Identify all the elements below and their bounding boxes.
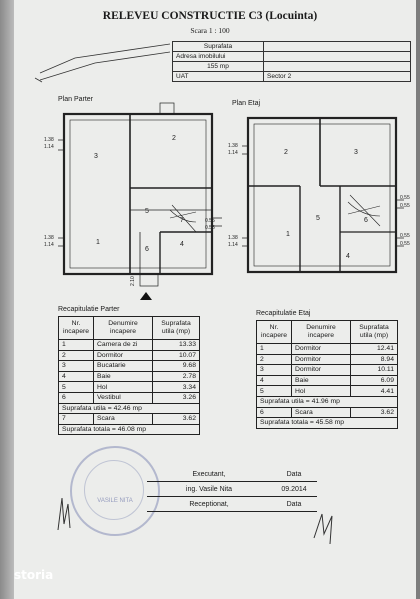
parter-room-number: 1	[96, 239, 100, 246]
parter-room-number: 2	[172, 135, 176, 142]
parter-room-number: 6	[145, 246, 149, 253]
parter-room-number: 3	[94, 153, 98, 160]
etaj-room-number: 6	[364, 217, 368, 224]
table-row: 3 Dormitor 10.11	[257, 365, 398, 376]
useful-area-label: Suprafata utila = 42.46 mp	[59, 403, 200, 414]
total-area-label: Suprafata totala = 46.08 mp	[59, 424, 200, 435]
header-suprafata: Suprafata utila (mp)	[351, 321, 398, 344]
table-row: 1 Camera de zi 13.33	[59, 340, 200, 351]
etaj-room-number: 2	[284, 149, 288, 156]
engineer-name: ing. Vasile Nita	[147, 482, 271, 497]
dim-label: 0.55	[400, 241, 410, 247]
uat-label: UAT	[173, 72, 264, 82]
plan-etaj	[242, 118, 404, 272]
recap-etaj-table	[256, 320, 398, 429]
total-area-label: Suprafata totala = 45.58 mp	[257, 418, 398, 429]
parter-room-number: 7	[180, 217, 184, 224]
dim-label: 0.55	[400, 233, 410, 239]
dim-label: 0.55	[400, 203, 410, 209]
plan-etaj-room-numbers	[284, 149, 368, 260]
etaj-room-number: 4	[346, 253, 350, 260]
header-denumire: Denumire incapere	[94, 317, 153, 340]
recap-etaj	[256, 310, 398, 429]
plan-parter	[58, 103, 222, 300]
header-nr: Nr. incapere	[257, 321, 292, 344]
date-label: Data	[271, 497, 317, 512]
useful-area-row	[59, 403, 200, 414]
table-row: 6 Scara 3.62	[257, 407, 398, 418]
dim-label: 1.14	[228, 150, 238, 156]
address-label: Adresa imobilului	[173, 52, 264, 62]
table-row: 6 Vestibul 3.26	[59, 392, 200, 403]
etaj-room-number: 1	[286, 231, 290, 238]
recap-parter	[58, 306, 200, 435]
receptionat-signature-mark	[310, 508, 340, 548]
etaj-room-number: 5	[316, 215, 320, 222]
useful-area-row	[257, 396, 398, 407]
table-row: 4 Baie 2.78	[59, 371, 200, 382]
plan-etaj-label: Plan Etaj	[232, 100, 261, 107]
document-scale: Scara 1 : 100	[190, 26, 230, 35]
total-area-row	[59, 424, 200, 435]
plan-parter-label: Plan Parter	[58, 96, 94, 103]
executant-date: 09.2014	[271, 482, 317, 497]
table-row: 5 Hol 4.41	[257, 386, 398, 397]
table-row: 4 Baie 6.09	[257, 375, 398, 386]
table-row: 3 Bucatarie 9.68	[59, 361, 200, 372]
entrance-arrow-icon	[140, 292, 152, 300]
dim-label: 1.14	[44, 242, 54, 248]
parter-room-number: 4	[180, 241, 184, 248]
header-nr: Nr. incapere	[59, 317, 94, 340]
receptionat-label: Receptionat,	[147, 497, 271, 512]
uat-value: Sector 2	[264, 72, 411, 82]
header-suprafata: Suprafata utila (mp)	[153, 317, 200, 340]
signature-mark	[52, 494, 82, 534]
dim-label: 1.14	[44, 144, 54, 150]
date-label: Data	[271, 467, 317, 482]
recap-etaj-title: Recapitulatie Etaj	[256, 310, 311, 317]
useful-area-label: Suprafata utila = 41.96 mp	[257, 396, 398, 407]
dim-label: 1.38	[228, 235, 238, 241]
dim-label: 2.10	[130, 276, 136, 286]
dim-label: 1.38	[228, 143, 238, 149]
dim-label: 1.38	[44, 137, 54, 143]
dim-label: 0.55	[205, 225, 215, 231]
dim-label: 1.38	[44, 235, 54, 241]
stamp-text: VASILE NITA	[97, 498, 133, 504]
table-row: 2 Dormitor 10.07	[59, 350, 200, 361]
document-title: RELEVEU CONSTRUCTIE C3 (Locuinta)	[102, 10, 318, 22]
table-row: 2 Dormitor 8.94	[257, 354, 398, 365]
table-row: 7 Scara 3.62	[59, 414, 200, 425]
recap-parter-table	[58, 316, 200, 435]
table-row: 1 Dormitor 12.41	[257, 344, 398, 355]
etaj-room-number: 3	[354, 149, 358, 156]
plan-parter-room-numbers	[94, 135, 184, 253]
parter-room-number: 5	[145, 208, 149, 215]
storia-watermark: storia	[14, 568, 54, 582]
recap-parter-title: Recapitulatie Parter	[58, 306, 120, 313]
dim-label: 1.14	[228, 242, 238, 248]
surface-label: Suprafata	[173, 42, 264, 52]
executant-label: Executant,	[147, 467, 271, 482]
dim-label: 0.55	[205, 218, 215, 224]
dim-label: 0.55	[400, 195, 410, 201]
site-boundary	[35, 44, 170, 82]
table-row: 5 Hol 3.34	[59, 382, 200, 393]
signature-table	[147, 467, 317, 512]
surface-value: 155 mp	[173, 62, 264, 72]
total-area-row	[257, 418, 398, 429]
header-denumire: Denumire incapere	[292, 321, 351, 344]
